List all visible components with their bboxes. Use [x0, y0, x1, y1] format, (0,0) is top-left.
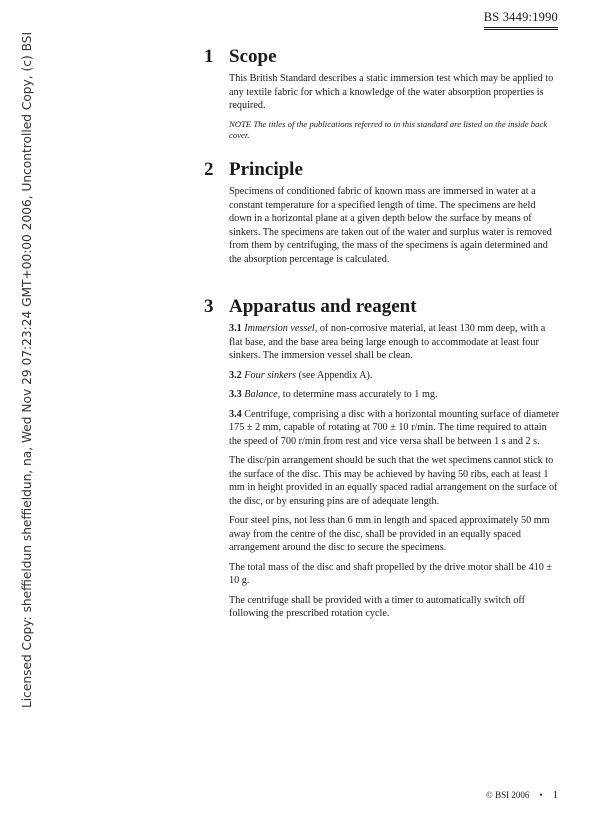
note: NOTE The titles of the publications referred to in this standard are listed on the inside back cover. — [229, 118, 548, 140]
section-heading — [204, 159, 560, 183]
clause-number: 3.2 — [229, 369, 242, 381]
clause-lead: Immersion vessel — [244, 323, 315, 334]
paragraph: The disc/pin arrangement should be such that the wet specimens cannot stick to the surface of the disc. This may be achieved by having 50 ribs, each at least 1 mm in height provided in an equally spaced radial arrangement on the surface of the disc, or by ensuring pins are of adequate length. — [229, 455, 558, 507]
paragraph: Specimens of conditioned fabric of known mass are immersed in water at a constant temperature for a specified length of time. The specimens are held down in a horizontal plane at a given depth below the surface by means of sinkers. The specimens are taken out of the water and surplus water is removed from them by centrifuging, the mass of the specimens is again determined and the absorption percentage is calculated. — [229, 186, 552, 265]
paragraph: The centrifuge shall be provided with a timer to automatically switch off following the prescribed rotation cycle. — [229, 594, 526, 619]
section-number: 1 — [204, 46, 214, 67]
section-title: Principle — [229, 159, 303, 180]
clause-3-2 — [229, 369, 560, 383]
section-heading — [204, 296, 560, 320]
page-footer — [486, 789, 558, 801]
clause-3-3 — [229, 388, 560, 402]
clause-number: 3.4 — [229, 408, 242, 420]
section-number: 2 — [204, 159, 214, 180]
clause-text: , to determine mass accurately to 1 mg. — [277, 389, 438, 400]
clause-3-4 — [229, 408, 560, 449]
clause-lead: Balance — [244, 389, 278, 400]
section-title: Apparatus and reagent — [229, 296, 417, 317]
clause-number: 3.1 — [229, 323, 242, 334]
section-apparatus — [204, 296, 560, 627]
clause-text: Centrifuge, comprising a disc with a horizontal mounting surface of diameter 175 ± 2 mm, capable of rotating at 700 ± 10 r/min. The time required to attain the speed of 700 r/min from rest and vice versa shall be between 1 s and 2 s. — [229, 408, 560, 447]
section-heading — [204, 46, 560, 70]
clause-text: (see Appendix A). — [296, 369, 373, 381]
paragraph: Four steel pins, not less than 6 mm in length and spaced approximately 50 mm away from the centre of the disc, shall be provided in an equally spaced arrangement around the disc to secure the specimens. — [229, 515, 550, 553]
page-number: 1 — [552, 789, 558, 801]
clause-lead: Four sinkers — [244, 369, 297, 381]
section-principle — [204, 159, 560, 272]
clause-3-1 — [229, 322, 560, 363]
footer-separator: • — [539, 790, 543, 800]
paragraph: The total mass of the disc and shaft propelled by the drive motor shall be 410 ± 10 g. — [229, 561, 553, 586]
clause-text: , of non-corrosive material, at least 130 mm deep, with a flat base, and the base area being large enough to accommodate at least four sinkers. The immersion vessel shall be clean. — [229, 323, 546, 361]
copyright-text: © BSI 2006 — [486, 790, 530, 800]
clause-number: 3.3 — [229, 389, 242, 400]
section-number: 3 — [204, 296, 214, 317]
paragraph: This British Standard describes a static immersion test which may be applied to any textile fabric for which a knowledge of the water absorption properties is required. — [229, 73, 554, 111]
section-title: Scope — [229, 46, 277, 67]
standard-number: BS 3449:1990 — [484, 10, 558, 30]
license-watermark: Licensed Copy: sheffieldun sheffieldun, na, Wed Nov 29 07:23:24 GMT+00:00 2006, Uncontrolled Copy, (c) BSI — [20, 31, 34, 708]
section-scope — [204, 46, 560, 148]
